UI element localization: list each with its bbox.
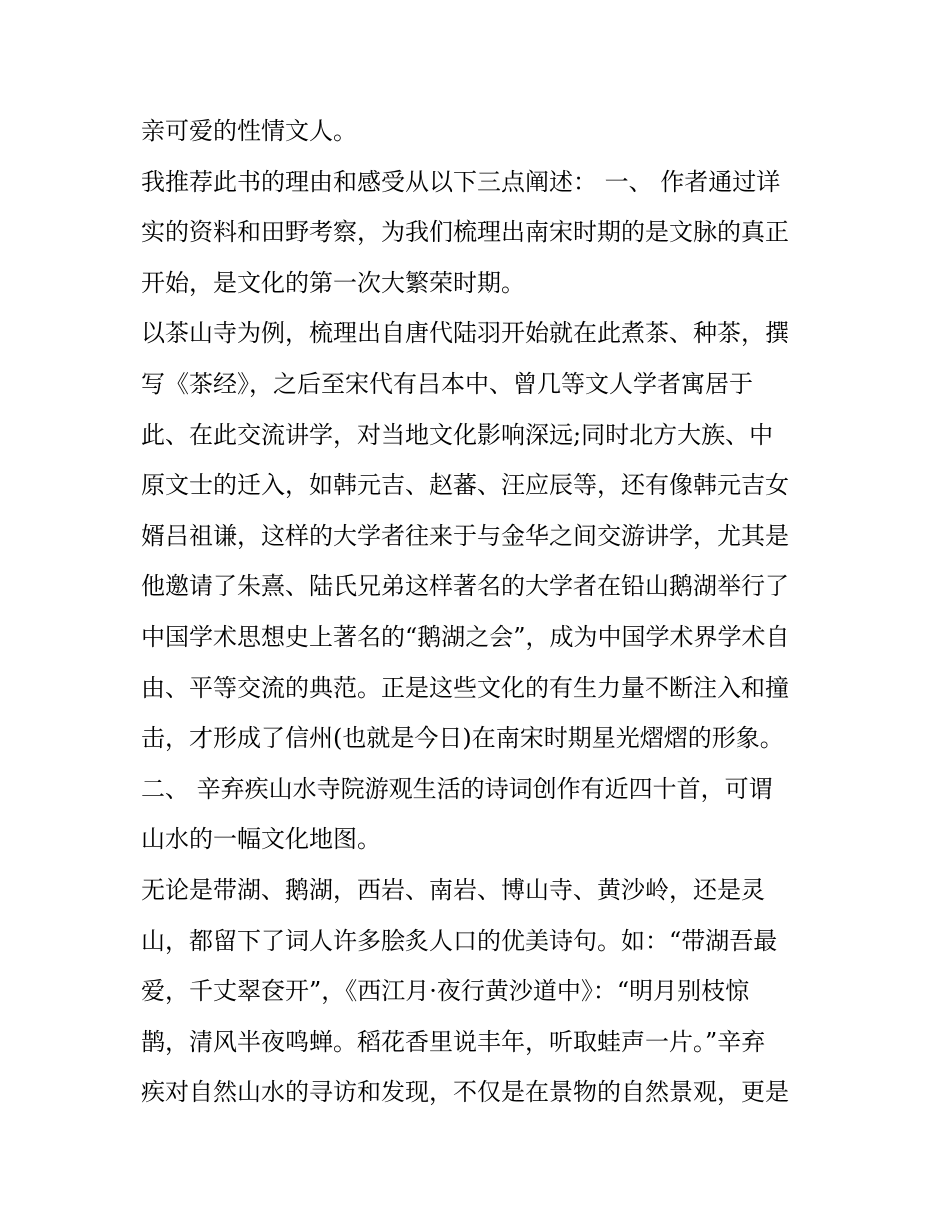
text-line: 此、在此交流讲学，对当地文化影响深远;同时北方大族、中: [141, 420, 774, 449]
text-line: 我推荐此书的理由和感受从以下三点阐述： 一、 作者通过详: [141, 167, 781, 196]
text-line: 原文士的迁入，如韩元吉、赵蕃、汪应辰等，还有像韩元吉女: [141, 471, 789, 500]
text-line: 击，才形成了信州(也就是今日)在南宋时期星光熠熠的形象。: [141, 724, 784, 753]
text-line: 婿吕祖谦，这样的大学者往来于与金华之间交游讲学，尤其是: [141, 521, 789, 550]
body-text: [141, 106, 821, 1118]
text-line: 由、平等交流的典范。正是这些文化的有生力量不断注入和撞: [141, 673, 789, 702]
text-line: 山，都留下了词人许多脍炙人口的优美诗句。如：“带湖吾最: [141, 926, 778, 955]
text-line: 爱，千丈翠奁开”，《西江月·夜行黄沙道中》：“明月别枝惊: [141, 977, 750, 1006]
text-line: 中国学术思想史上著名的“鹅湖之会”，成为中国学术界学术自: [141, 622, 790, 651]
text-line: 鹊，清风半夜鸣蝉。稻花香里说丰年，听取蛙声一片。”辛弃: [141, 1027, 766, 1056]
text-line: 无论是带湖、鹅湖，西岩、南岩、博山寺、黄沙岭，还是灵: [141, 875, 765, 904]
text-line: 二、 辛弃疾山水寺院游观生活的诗词创作有近四十首，可谓: [141, 774, 773, 803]
text-line: 写《茶经》，之后至宋代有吕本中、曾几等文人学者寓居于: [141, 369, 753, 398]
text-line: 他邀请了朱熹、陆氏兄弟这样著名的大学者在铅山鹅湖举行了: [141, 572, 789, 601]
text-line: 实的资料和田野考察，为我们梳理出南宋时期的是文脉的真正: [141, 218, 789, 247]
text-line: 疾对自然山水的寻访和发现，不仅是在景物的自然景观，更是: [141, 1078, 789, 1107]
text-line: 开始，是文化的第一次大繁荣时期。: [141, 268, 525, 297]
text-line: 亲可爱的性情文人。: [141, 117, 357, 145]
text-line: 山水的一幅文化地图。: [141, 825, 381, 854]
text-line: 以茶山寺为例，梳理出自唐代陆羽开始就在此煮茶、种茶，撰: [141, 319, 789, 348]
